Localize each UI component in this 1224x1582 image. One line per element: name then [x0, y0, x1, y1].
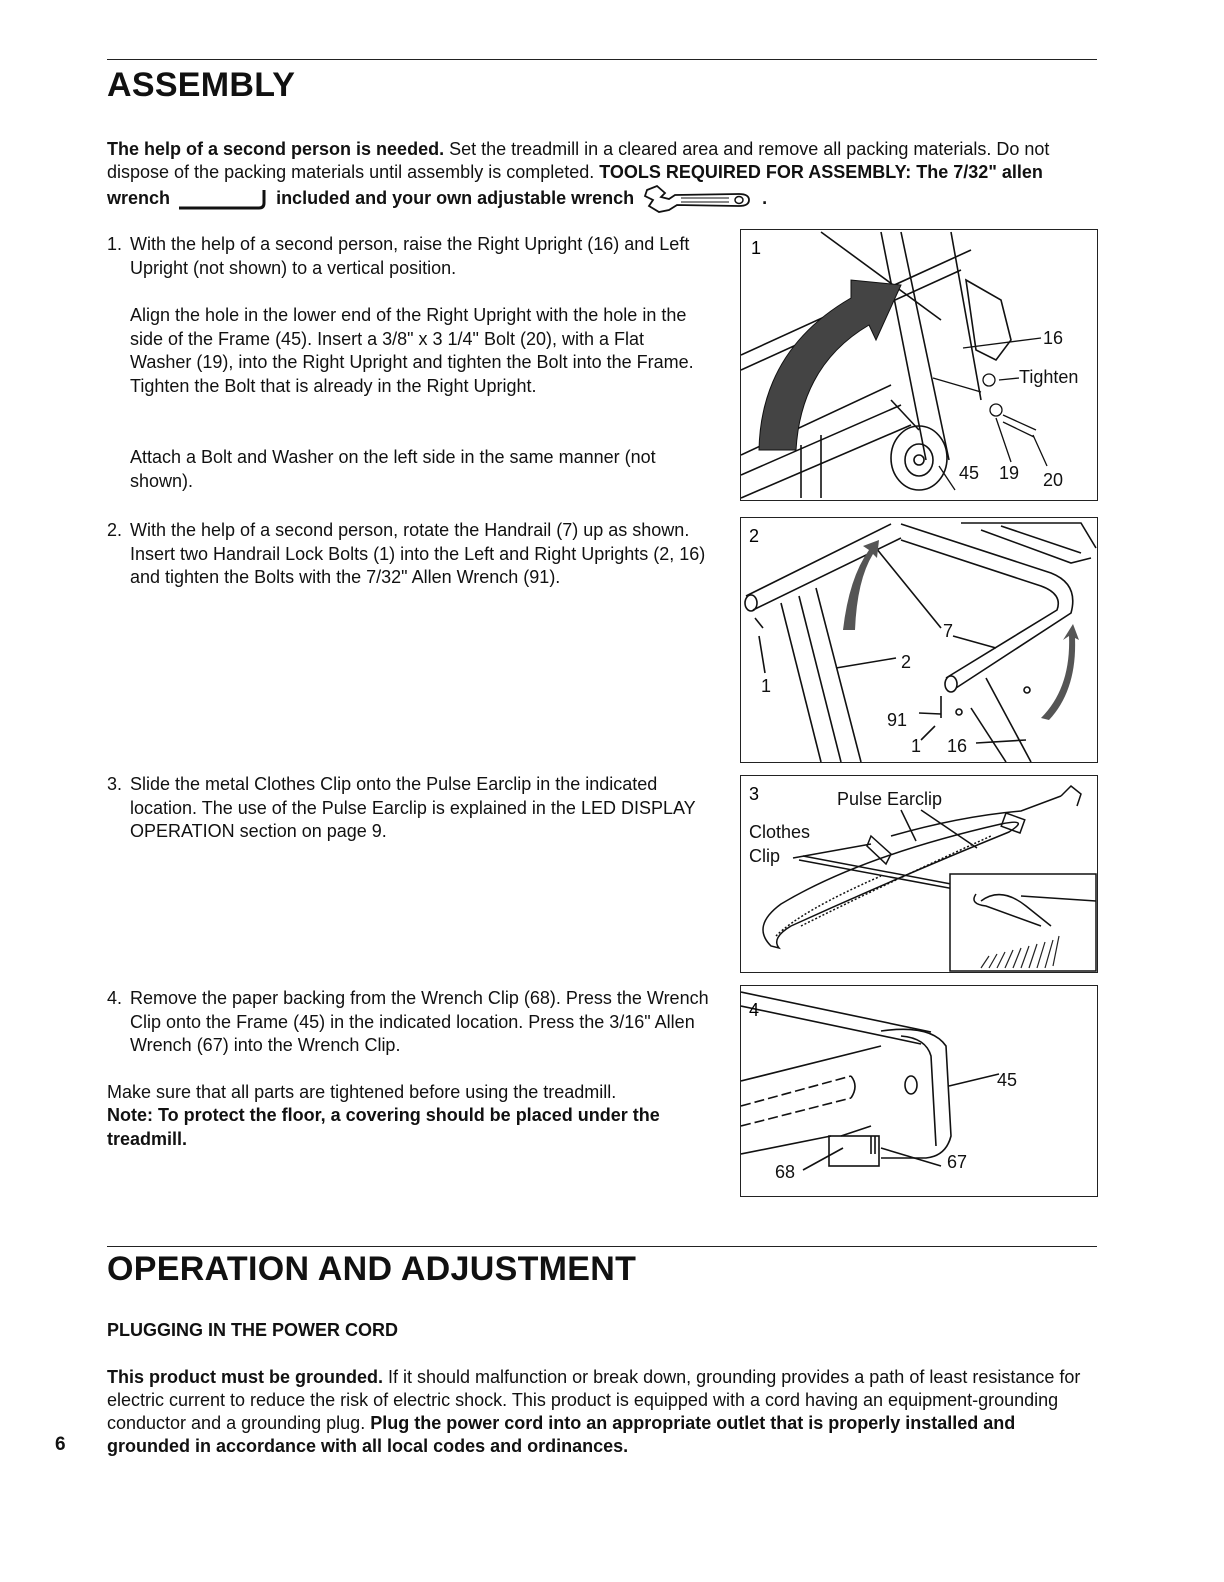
figure-1 — [740, 229, 1098, 501]
fig3-label-pulse-earclip: Pulse Earclip — [837, 789, 943, 809]
fig1-label-20: 20 — [1043, 470, 1064, 490]
fig2-label-1b: 1 — [911, 736, 922, 756]
fig2-label-7: 7 — [943, 621, 954, 641]
fig2-label-91: 91 — [887, 710, 908, 730]
operation-rule — [107, 1246, 1097, 1247]
intro-text-1: Set the treadmill in a cleared area and remove all packing materials. Do not dispose of the packing materials until assembly is completed. — [107, 139, 1050, 182]
step-1-para-2: Align the hole in the lower end of the Right Upright with the hole in the side of the Frame (45). Insert a 3/8" x 3 1/4" Bolt (20), with a Flat Washer (19), into the Right Upright and tighten the Bolt into the Frame. Tighten the Bolt that is already in the Right Upright. — [130, 305, 694, 396]
figure-2-number: 2 — [749, 526, 760, 546]
intro-bold-1: The help of a second person is needed. — [107, 139, 445, 159]
grounding-bold-1: This product must be grounded. — [107, 1367, 383, 1387]
intro-end: . — [762, 187, 768, 208]
fig3-label-clip: Clip — [749, 846, 781, 866]
assembly-title: ASSEMBLY — [107, 66, 296, 104]
fig2-label-2: 2 — [901, 652, 912, 672]
step-2-number: 2. — [107, 520, 123, 540]
step-1-number: 1. — [107, 234, 123, 254]
figure-1-number: 1 — [751, 238, 762, 258]
figure-4 — [740, 985, 1098, 1197]
fig3-label-clothes: Clothes — [749, 822, 811, 842]
step-4-para-1: Remove the paper backing from the Wrench Clip (68). Press the Wrench Clip onto the Frame (45) in the indicated location. Press the 3/16" Allen Wrench (67) into the Wrench Clip. — [130, 988, 709, 1055]
allen-wrench-icon — [175, 186, 271, 212]
fig4-label-45: 45 — [997, 1070, 1018, 1090]
adjustable-wrench-icon — [639, 184, 757, 214]
grounding-paragraph — [107, 1366, 1097, 1458]
step-2-para-1: With the help of a second person, rotate the Handrail (7) up as shown. Insert two Handrail Lock Bolts (1) into the Left and Right Uprights (2, 16) and tighten the Bolts with the 7/32" Allen Wrench (91). — [130, 520, 706, 587]
step-1-para-1: With the help of a second person, raise the Right Upright (16) and Left Upright (not shown) to a vertical position. — [130, 234, 690, 278]
fig4-label-67: 67 — [947, 1152, 968, 1172]
step-4-number: 4. — [107, 988, 123, 1008]
operation-title: OPERATION AND ADJUSTMENT — [107, 1250, 637, 1288]
fig2-label-1: 1 — [761, 676, 772, 696]
closing-note: Note: To protect the floor, a covering should be placed under the treadmill. — [107, 1105, 660, 1149]
assembly-intro — [107, 138, 1097, 214]
figure-2 — [740, 517, 1098, 763]
step-3-para-1: Slide the metal Clothes Clip onto the Pulse Earclip in the indicated location. The use of the Pulse Earclip is explained in the LED DISPLAY OPERATION section on page 9. — [130, 774, 696, 841]
step-3-number: 3. — [107, 774, 123, 794]
fig4-label-68: 68 — [775, 1162, 796, 1182]
fig1-label-19: 19 — [999, 463, 1020, 483]
figure-3 — [740, 775, 1098, 973]
top-rule — [107, 59, 1097, 60]
intro-bold-3: included and your own adjustable wrench — [276, 187, 635, 208]
grounding-text: If it should malfunction or break down, grounding provides a path of least resistance for electric current to reduce the risk of electric shock. This product is equipped with a cord having an equipment-grounding conductor and a grounding plug. — [107, 1367, 1081, 1433]
fig1-label-16: 16 — [1043, 328, 1064, 348]
fig1-label-45: 45 — [959, 463, 980, 483]
power-cord-subheading: PLUGGING IN THE POWER CORD — [107, 1320, 399, 1340]
page-number: 6 — [55, 1434, 66, 1455]
figure-2-drawing — [741, 518, 1097, 762]
fig2-label-16: 16 — [947, 736, 968, 756]
figure-4-number: 4 — [749, 1000, 760, 1020]
figure-3-number: 3 — [749, 784, 760, 804]
intro-bold-2: TOOLS REQUIRED FOR ASSEMBLY: The 7/32" allen wrench — [107, 162, 1043, 208]
figure-1-drawing — [741, 230, 1097, 500]
closing-text: Make sure that all parts are tightened before using the treadmill. — [107, 1082, 617, 1102]
grounding-bold-2: Plug the power cord into an appropriate outlet that is properly installed and grounded in accordance with all local codes and ordinances. — [107, 1413, 1016, 1456]
step-1-para-3: Attach a Bolt and Washer on the left side in the same manner (not shown). — [130, 447, 656, 491]
fig1-label-tighten: Tighten — [1019, 367, 1079, 387]
